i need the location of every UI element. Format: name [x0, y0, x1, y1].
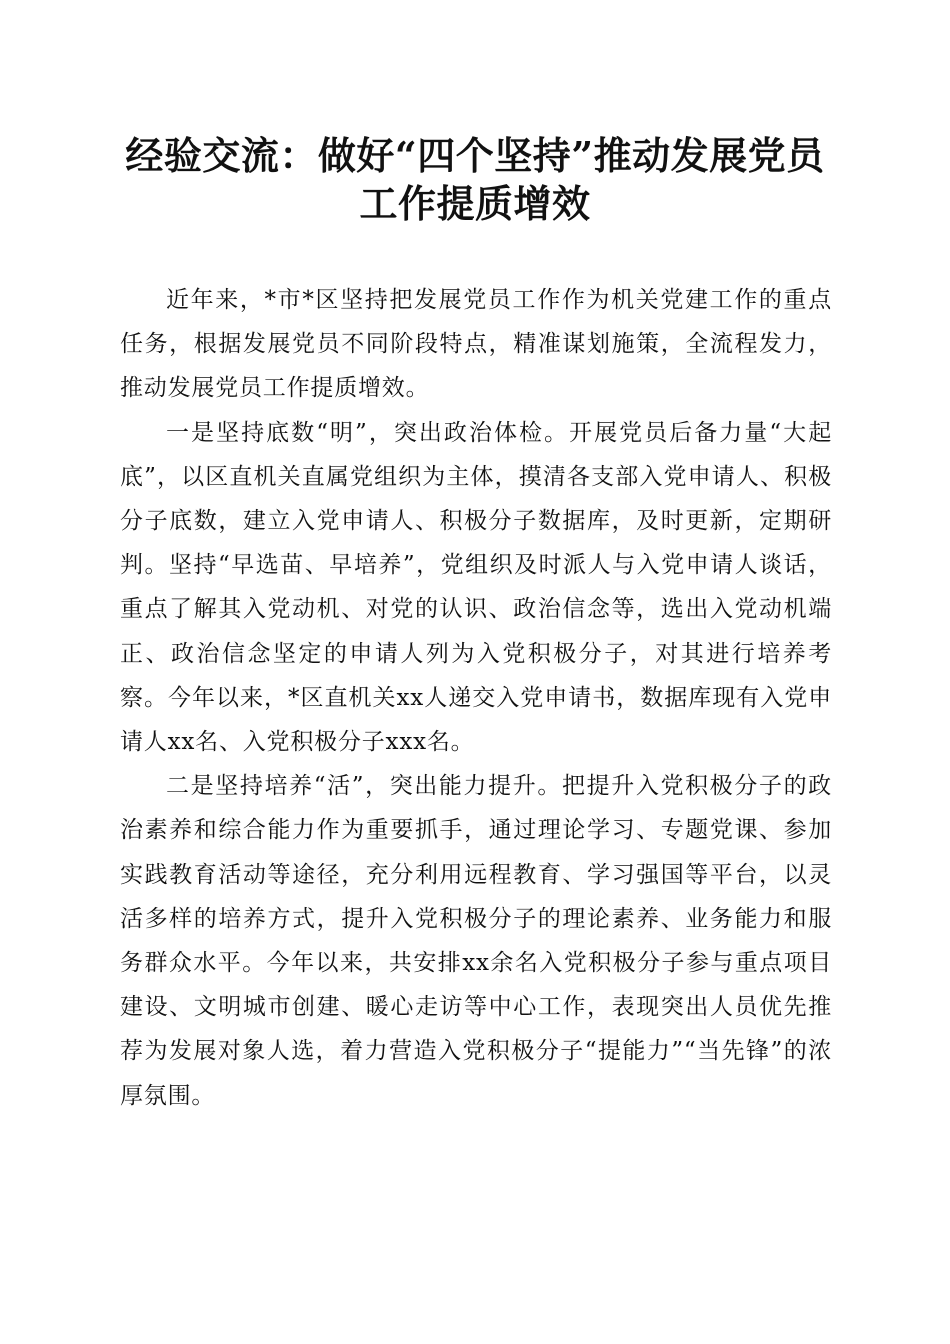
- paragraph-intro: [120, 278, 832, 411]
- paragraph-point-one: [120, 411, 832, 765]
- document-title: 经验交流：做好“四个坚持”推动发展党员工作提质增效: [125, 133, 825, 226]
- document-body: [120, 278, 832, 1118]
- paragraph-point-one-text: 开展党员后备力量“大起底”，以区直机关直属党组织为主体，摸清各支部入党申请人、积极分子底数，建立入党申请人、积极分子数据库，及时更新，定期研判。坚持“早选苗、早培养”，党组织及时派人与入党申请人谈话，重点了解其入党动机、对党的认识、政治信念等，选出入党动机端正、政治信念坚定的申请人列为入党积极分子，对其进行培养考察。今年以来，*区直机关xx人递交入党申请书，数据库现有入党申请人xx名、入党积极分子xxx名。: [120, 419, 832, 756]
- paragraph-point-two: [120, 764, 832, 1118]
- paragraph-point-two-text: 把提升入党积极分子的政治素养和综合能力作为重要抓手，通过理论学习、专题党课、参加实践教育活动等途径，充分利用远程教育、学习强国等平台，以灵活多样的培养方式，提升入党积极分子的理论素养、业务能力和服务群众水平。今年以来，共安排xx余名入党积极分子参与重点项目建设、文明城市创建、暖心走访等中心工作，表现突出人员优先推荐为发展对象人选，着力营造入党积极分子“提能力”“当先锋”的浓厚氛围。: [120, 773, 832, 1109]
- paragraph-point-one-lead: 一是坚持底数“明”，突出政治体检。: [166, 419, 570, 446]
- paragraph-intro-text: 近年来，*市*区坚持把发展党员工作作为机关党建工作的重点任务，根据发展党员不同阶段特点，精准谋划施策，全流程发力，推动发展党员工作提质增效。: [120, 287, 832, 402]
- paragraph-point-two-lead: 二是坚持培养“活”，突出能力提升。: [166, 773, 563, 800]
